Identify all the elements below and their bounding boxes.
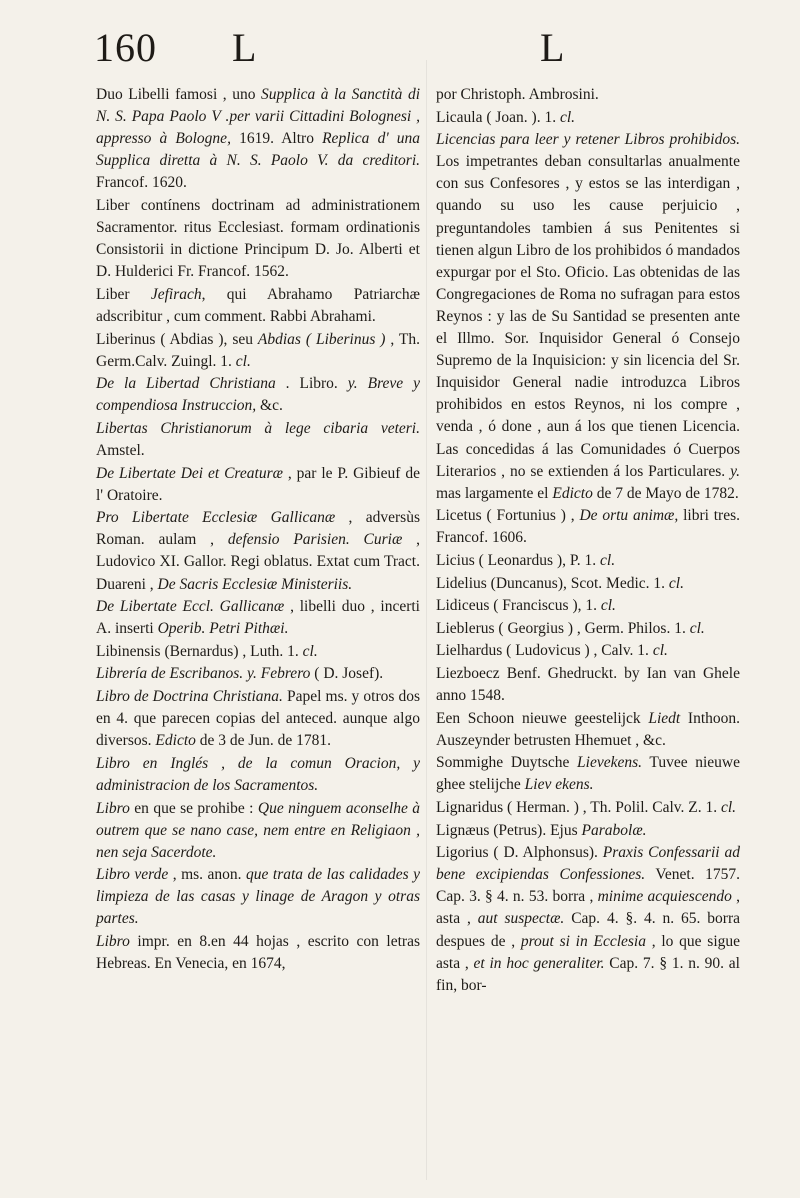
header-letter-left: L: [232, 25, 257, 70]
entry-text: Liber contínens doctrinam ad administrationem Sacramentor. ritus Ecclesiast. formam ordinationis Consistorii in dictione Principum D. Jo. Alberti et D. Hulderici Fr. Francof. 1562.: [96, 196, 420, 281]
entry-title-italic: cl.: [689, 619, 705, 637]
entry-text: Amstel.: [96, 442, 145, 459]
entry-title-italic: cl.: [235, 352, 251, 370]
dictionary-entry: [436, 752, 740, 796]
entry-title-italic: Breve y compendiosa Instruccion,: [96, 375, 421, 415]
entry-title-italic: Abdias ( Liberinus ): [257, 330, 386, 348]
entry-text: libri tres. Francof. 1606.: [436, 507, 741, 547]
dictionary-entry: [436, 797, 740, 819]
entry-title-italic: cl.: [600, 551, 616, 569]
dictionary-entry: [96, 686, 420, 752]
entry-text: , ms. anon.: [168, 866, 247, 884]
entry-text: Cap. 7. § 1. n. 90. al fin, bor-: [436, 954, 740, 994]
entry-title-italic: cl.: [721, 799, 737, 816]
page-gutter: [426, 60, 427, 1180]
entry-text: en que se prohibe :: [129, 799, 258, 817]
entry-title-italic: Licencias para leer y retener Libros prohibidos.: [436, 131, 740, 149]
entry-text: , qui Abrahamo Patriarchæ adscribitur , cum comment. Rabbi Abrahami.: [96, 285, 420, 325]
entry-title-italic: Parabolæ.: [581, 821, 647, 839]
entry-title-italic: De Sacris Ecclesiæ Ministeriis.: [157, 575, 353, 593]
dictionary-entry: [436, 708, 740, 752]
dictionary-entry: [436, 663, 740, 707]
entry-title-italic: Operib. Petri Pithæi.: [157, 620, 289, 638]
entry-text: Lieblerus ( Georgius ) , Germ. Philos. 1.: [436, 619, 690, 637]
dictionary-entry: [96, 596, 420, 640]
dictionary-entry: [436, 842, 740, 997]
entry-title-italic: Jefirach: [150, 285, 202, 303]
entry-text: de 7 de Mayo de 1782.: [592, 484, 739, 502]
entry-title-italic: De Libertate Dei et Creaturæ: [96, 464, 283, 482]
entry-title-italic: Librería de Escribanos. y. Febrero: [96, 665, 311, 683]
entry-title-italic: que trata de las calidades y limpieza de las casas y linage de Aragon y otras partes.: [96, 866, 421, 928]
entry-text: Lidiceus ( Franciscus ), 1.: [436, 597, 601, 615]
entry-text: Lignæus (Petrus). Ejus: [436, 821, 582, 839]
left-column: [96, 84, 420, 976]
dictionary-entry: [436, 505, 740, 549]
entry-title-italic: Pro Libertate Ecclesiæ Gallicanæ: [96, 509, 336, 527]
dictionary-entry: [96, 641, 420, 663]
dictionary-entry: [436, 595, 740, 617]
entry-text: Sommighe Duytsche: [436, 754, 578, 772]
dictionary-entry: [436, 820, 740, 842]
dictionary-entry: [96, 373, 420, 417]
entry-text: mas largamente el: [436, 484, 553, 502]
dictionary-entry: [436, 640, 740, 662]
entry-title-italic: Libro de Doctrina Christiana.: [96, 688, 283, 706]
entry-title-italic: y.: [347, 375, 358, 393]
header-letter-right: L: [540, 25, 565, 70]
entry-text: 1619. Altro: [230, 130, 323, 148]
entry-title-italic: cl.: [302, 642, 318, 660]
entry-title-italic: defensio Parisien. Curiæ: [227, 531, 403, 549]
entry-text: [358, 375, 368, 392]
entry-title-italic: y.: [730, 462, 740, 480]
entry-title-italic: cl.: [668, 574, 684, 592]
dictionary-entry: [96, 463, 420, 507]
entry-text: Libinensis (Bernardus) , Luth. 1.: [96, 642, 303, 660]
dictionary-entry: [96, 507, 420, 595]
entry-title-italic: minime acquiescendo: [597, 888, 732, 906]
dictionary-entry: [436, 129, 740, 505]
entry-text: Liberinus ( Abdias ), seu: [96, 330, 258, 348]
entry-text: impr. en 8.en 44 hojas , escrito con letras Hebreas. En Venecia, en 1674,: [96, 933, 420, 973]
entry-title-italic: cl.: [559, 108, 576, 126]
entry-title-italic: Praxis Confessarii ad bene excipiendas Confessiones.: [436, 844, 740, 884]
entry-text: Papel ms. y otros dos en 4. que parecen copias del anteced. aunque algo diversos.: [96, 688, 420, 750]
entry-title-italic: De ortu animæ,: [579, 507, 679, 525]
entry-text: Francof. 1620.: [96, 174, 187, 192]
entry-text: , libelli duo , incerti A. inserti: [96, 598, 420, 638]
dictionary-entry: [96, 663, 420, 685]
entry-text: Venet. 1757. Cap. 3. § 4. n. 53. borra ,: [436, 866, 740, 906]
right-column: [436, 84, 740, 997]
dictionary-entry: [96, 84, 420, 194]
dictionary-entry: [96, 798, 420, 864]
entry-text: Lielhardus ( Ludovicus ) , Calv. 1.: [436, 642, 653, 660]
entry-text: . Libro.: [275, 375, 348, 393]
entry-title-italic: Libro en Inglés , de la comun Oracion, y administracion de los Sacramentos.: [96, 754, 420, 794]
entry-text: Licaula ( Joan. ). 1.: [436, 108, 560, 126]
entry-text: Lidelius (Duncanus), Scot. Medic. 1.: [436, 574, 669, 592]
dictionary-entry: [436, 84, 740, 106]
entry-text: , par le P. Gibieuf de l' Oratoire.: [96, 464, 420, 504]
entry-text: , lo que sigue asta ,: [436, 932, 741, 972]
entry-text: , asta ,: [436, 888, 741, 928]
dictionary-entry: [436, 573, 740, 595]
entry-text: Ligorius ( D. Alphonsus).: [436, 844, 603, 862]
entry-title-italic: Replica d' una Supplica diretta à N. S. Paolo V. da creditori.: [96, 130, 421, 170]
entry-title-italic: Edicto: [552, 484, 593, 502]
entry-text: , adversùs Roman. aulam ,: [96, 509, 420, 549]
entry-text: Cap. 4. §. 4. n. 65. borra despues de ,: [436, 910, 740, 950]
entry-text: Liezboecz Benf. Ghedruckt. by Ian van Ghele anno 1548.: [436, 664, 740, 705]
entry-title-italic: et in hoc generaliter.: [473, 954, 605, 972]
dictionary-entry: [96, 418, 420, 462]
dictionary-entry: [96, 864, 420, 930]
dictionary-entry: [96, 931, 420, 975]
entry-text: &c.: [256, 397, 283, 415]
entry-title-italic: Libro verde: [96, 866, 169, 884]
dictionary-entry: [96, 329, 420, 373]
dictionary-entry: [436, 107, 740, 129]
entry-title-italic: Supplica à la Sanctità di N. S. Papa Paolo V .per varii Cittadini Bolognesi , appresso à Bologne,: [96, 86, 421, 148]
dictionary-entry: [96, 284, 420, 328]
entry-title-italic: cl.: [600, 597, 616, 615]
entry-title-italic: Liedt: [648, 709, 681, 727]
entry-text: , Th. Germ.Calv. Zuingl. 1.: [96, 330, 420, 370]
dictionary-entry: [96, 753, 420, 797]
entry-title-italic: Lievekens.: [577, 754, 643, 772]
entry-text: por Christoph. Ambrosini.: [436, 86, 599, 103]
entry-title-italic: Libro: [96, 933, 130, 951]
entry-title-italic: De Libertate Eccl. Gallicanæ: [96, 598, 285, 616]
entry-text: Tuvee nieuwe ghee stelijche: [436, 754, 740, 794]
entry-title-italic: Que ninguem aconselhe à outrem que se nano case, nem entre en Religiaon , nen seja Sacerdote.: [96, 799, 421, 861]
entry-title-italic: Liev ekens.: [524, 776, 594, 794]
entry-title-italic: Libertas Christianorum à lege cibaria veteri.: [96, 419, 420, 437]
page-number: 160: [94, 25, 157, 70]
entry-text: Lignaridus ( Herman. ) , Th. Polil. Calv. Z. 1.: [436, 799, 721, 816]
dictionary-entry: [436, 618, 740, 640]
entry-text: Liber: [96, 285, 151, 303]
entry-text: Een Schoon nieuwe geestelijck: [436, 709, 649, 727]
entry-title-italic: De la Libertad Christiana: [96, 375, 276, 393]
dictionary-entry: [436, 550, 740, 572]
entry-title-italic: Libro: [96, 799, 130, 817]
entry-title-italic: cl.: [652, 642, 668, 660]
entry-title-italic: Edicto: [155, 732, 196, 750]
entry-text: Duo Libelli famosi , uno: [96, 86, 261, 103]
entry-text: de 3 de Jun. de 1781.: [195, 732, 332, 750]
entry-text: , Ludovico XI. Gallor. Regi oblatus. Extat cum Tract. Duareni ,: [96, 531, 420, 593]
entry-text: Los impetrantes deban consultarlas anualmente con sus Confesores , y estos se las interdigan , quando su uso les cause perjuicio , preguntandoles tambien á sus Penitentes si tienen algun Libro de los prohibidos ó mandados expurgar por el Sto. Oficio. Las obtenidas de las Congregaciones de Roma no sufragan para estos Reynos : y las de Su Santidad se presenten ante el Illmo. Sor. Inquisidor General ó Consejo Supremo de la Inquisicion: y sin licencia del Sr. Inquisidor General nadie introduzca Libros prohibidos en estos Reynos, ni los compre , venda , ó done , aun á los que tienen Licencia. Las concedidas á las Comunidades ó Cuerpos Literarios , no se extienden á los Particulares.: [436, 153, 740, 480]
entry-text: ( D. Josef).: [310, 665, 384, 683]
entry-title-italic: prout si in Ecclesia: [520, 932, 646, 950]
entry-text: Licetus ( Fortunius ) ,: [436, 507, 580, 525]
entry-title-italic: aut suspectæ.: [477, 910, 565, 928]
entry-text: Inthoon. Auszeynder betrusten Hhemuet , &c.: [436, 709, 741, 749]
entry-text: Licius ( Leonardus ), P. 1.: [436, 551, 601, 569]
dictionary-entry: [96, 195, 420, 283]
